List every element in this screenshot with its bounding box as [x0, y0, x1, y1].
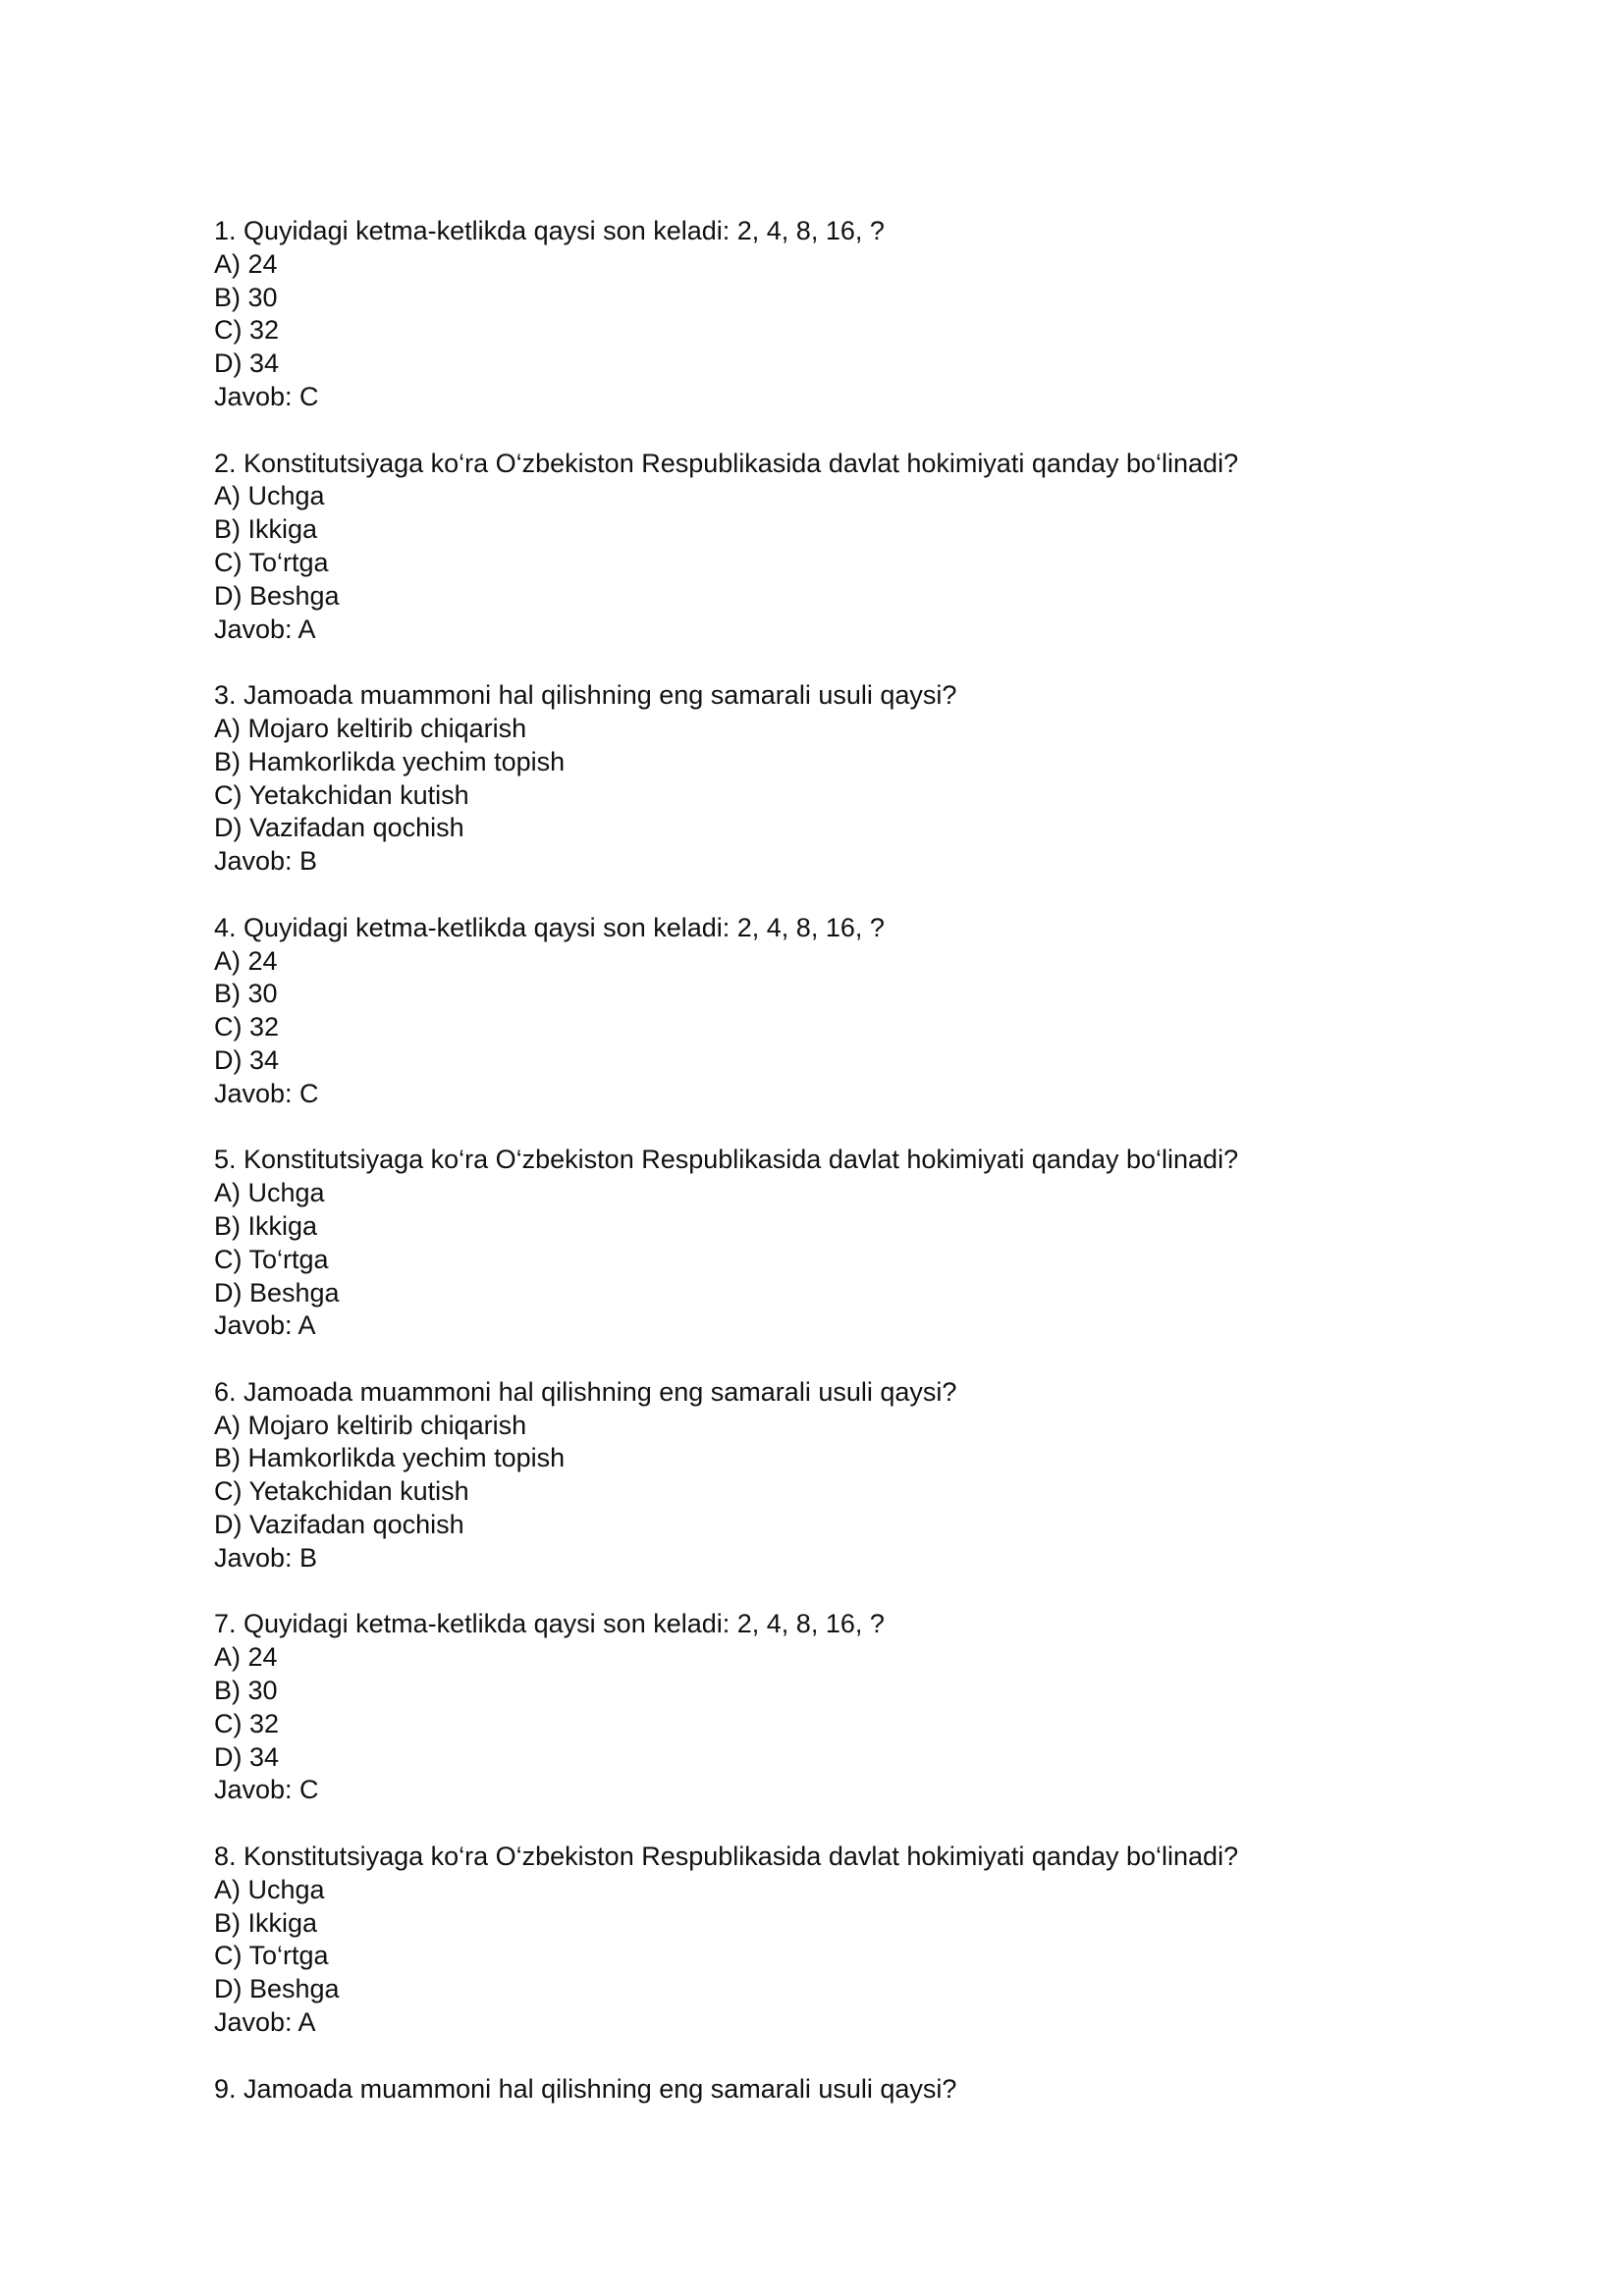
option-d: D) 34 — [214, 348, 280, 379]
option-a: A) 24 — [214, 1642, 278, 1673]
option-a: A) 24 — [214, 248, 278, 279]
option-a: A) Uchga — [214, 1178, 325, 1208]
question-text: 7. Quyidagi ketma-ketlikda qaysi son keladi: 2, 4, 8, 16, ? — [214, 1609, 885, 1639]
question-text: 9. Jamoada muammoni hal qilishning eng samarali usuli qaysi? — [214, 2073, 957, 2104]
question-2 — [214, 448, 1490, 647]
option-b: B) Hamkorlikda yechim topish — [214, 1443, 566, 1473]
option-b: B) 30 — [214, 1676, 278, 1706]
option-b: B) Ikkiga — [214, 1210, 318, 1241]
answer-line: Javob: A — [214, 2007, 316, 2038]
answer-line: Javob: B — [214, 1542, 318, 1573]
option-b: B) 30 — [214, 979, 278, 1009]
answer-line: Javob: C — [214, 1078, 319, 1108]
option-a: A) Uchga — [214, 481, 325, 511]
question-text: 5. Konstitutsiyaga ko‘ra O‘zbekiston Respublikasida davlat hokimiyati qanday bo‘linadi? — [214, 1145, 1239, 1175]
question-9 — [214, 2073, 1490, 2107]
option-d: D) Vazifadan qochish — [214, 813, 464, 843]
option-d: D) 34 — [214, 1741, 280, 1772]
question-3 — [214, 679, 1490, 879]
answer-line: Javob: B — [214, 846, 318, 877]
option-a: A) 24 — [214, 945, 278, 976]
question-text: 6. Jamoada muammoni hal qilishning eng samarali usuli qaysi? — [214, 1376, 957, 1407]
question-text: 4. Quyidagi ketma-ketlikda qaysi son keladi: 2, 4, 8, 16, ? — [214, 912, 885, 942]
option-c: C) To‘rtga — [214, 1941, 329, 1971]
option-c: C) To‘rtga — [214, 547, 329, 577]
option-d: D) Beshga — [214, 580, 340, 611]
question-8 — [214, 1841, 1490, 2040]
option-d: D) Beshga — [214, 1974, 340, 2004]
question-4 — [214, 912, 1490, 1111]
option-a: A) Mojaro keltirib chiqarish — [214, 713, 527, 743]
question-text: 8. Konstitutsiyaga ko‘ra O‘zbekiston Respublikasida davlat hokimiyati qanday bo‘linadi? — [214, 1842, 1239, 1872]
answer-line: Javob: C — [214, 1775, 319, 1805]
option-b: B) Hamkorlikda yechim topish — [214, 746, 566, 776]
option-d: D) 34 — [214, 1044, 280, 1075]
option-a: A) Mojaro keltirib chiqarish — [214, 1410, 527, 1440]
answer-line: Javob: A — [214, 614, 316, 644]
answer-line: Javob: C — [214, 381, 319, 411]
question-6 — [214, 1376, 1490, 1575]
question-text: 1. Quyidagi ketma-ketlikda qaysi son keladi: 2, 4, 8, 16, ? — [214, 216, 885, 245]
option-c: C) To‘rtga — [214, 1244, 329, 1274]
question-1 — [214, 215, 1490, 414]
option-d: D) Vazifadan qochish — [214, 1510, 464, 1540]
option-c: C) Yetakchidan kutish — [214, 1476, 469, 1507]
answer-line: Javob: A — [214, 1310, 316, 1341]
question-list — [214, 215, 1490, 2139]
option-c: C) 32 — [214, 1012, 280, 1042]
option-b: B) 30 — [214, 282, 278, 312]
question-5 — [214, 1144, 1490, 1343]
option-a: A) Uchga — [214, 1874, 325, 1904]
option-c: C) 32 — [214, 1708, 280, 1738]
option-b: B) Ikkiga — [214, 1907, 318, 1938]
option-c: C) 32 — [214, 315, 280, 346]
option-b: B) Ikkiga — [214, 514, 318, 545]
option-d: D) Beshga — [214, 1277, 340, 1308]
question-text: 3. Jamoada muammoni hal qilishning eng samarali usuli qaysi? — [214, 680, 957, 711]
question-text: 2. Konstitutsiyaga ko‘ra O‘zbekiston Respublikasida davlat hokimiyati qanday bo‘linadi? — [214, 448, 1239, 478]
option-c: C) Yetakchidan kutish — [214, 779, 469, 810]
question-7 — [214, 1608, 1490, 1807]
